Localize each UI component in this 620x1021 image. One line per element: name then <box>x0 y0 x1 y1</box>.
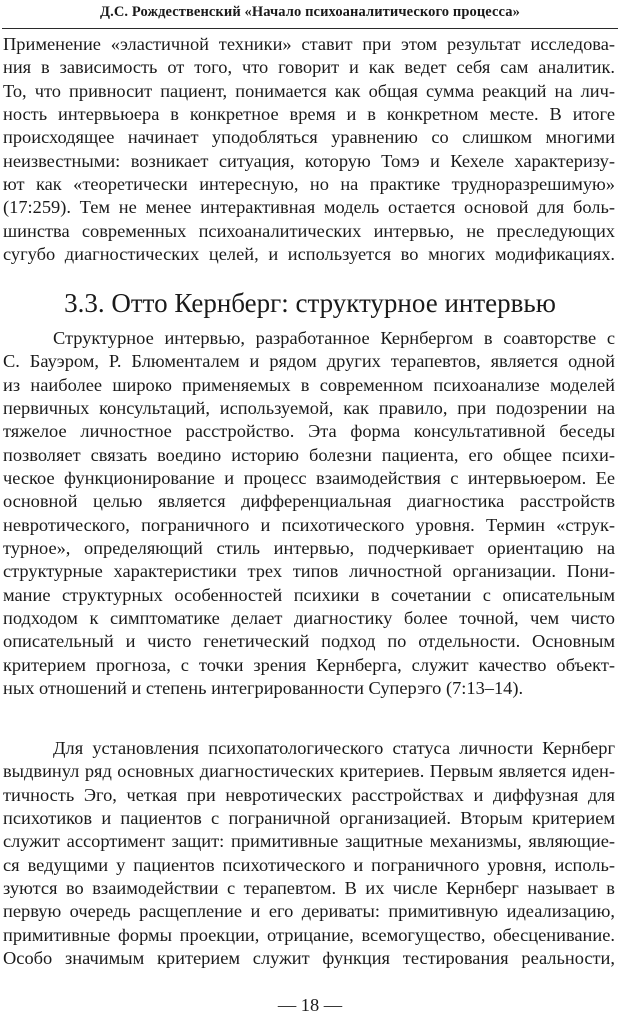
text-line: позволяет связать воедино историю болезни пациента, его общее психи- <box>3 444 615 465</box>
text-line: происходящее начинает уподобляться уравнению со слишком многими <box>3 127 615 148</box>
text-line: (17:259). Тем не менее интерактивная модель остается основой для боль- <box>3 197 615 218</box>
text-line: мание структурных особенностей психики в сочетании с описательным <box>3 584 615 605</box>
text-line: ют как «теоретически интересную, но на практике трудноразрешимую» <box>3 174 615 195</box>
text-line: ных отношений и степень интегрированности Суперэго (7:13–14). <box>3 678 524 699</box>
text-line: примитивные формы проекции, отрицание, всемогущество, обесценивание. <box>3 924 615 945</box>
text-line: Применение «эластичной техники» ставит при этом результат исследова- <box>3 34 615 54</box>
text-line: ся ведущими у пациентов психотического и пограничного уровня, исполь- <box>3 854 615 875</box>
text-line: подходом к симптоматике делает диагностику более точной, чем чисто <box>3 608 615 629</box>
text-line: неизвестными: возникает ситуация, которую Томэ и Кехеле характеризу- <box>3 150 615 171</box>
text-line: структурные характеристики трех типов личностной организации. Пони- <box>3 561 615 582</box>
text-line: тичность Эго, четкая при невротических расстройствах и диффузная для <box>3 784 615 805</box>
text-line: критерием прогноза, с точки зрения Кернберга, служит качество объект- <box>3 654 615 675</box>
text-line: психотиков и пациентов с пограничной организацией. Вторым критерием <box>3 808 615 829</box>
text-line: невротического, пограничного и психотического уровня. Термин «струк- <box>3 514 615 535</box>
text-line: ность интервьюера в конкретное время и в конкретном месте. В итоге <box>3 104 615 125</box>
header-rule <box>2 28 618 29</box>
text-line: шинства современных психоаналитических интервью, не преследующих <box>3 220 615 241</box>
running-head: Д.С. Рождественский «Начало психоаналитического процесса» <box>100 4 520 20</box>
paragraph-2 <box>3 327 615 701</box>
section-heading: 3.3. Отто Кернберг: структурное интервью <box>64 288 556 318</box>
text-line: сугубо диагностических целей, и используется во многих модификациях. <box>3 244 615 265</box>
text-line: описательный и чисто генетический подход по отдельности. Основным <box>3 631 615 652</box>
text-line: Структурное интервью, разработанное Кернбергом в соавторстве с <box>53 328 615 348</box>
paragraph-3 <box>3 737 615 970</box>
text-line: зуются во взаимодействии с терапевтом. В их числе Кернберг называет в <box>3 878 615 899</box>
text-line: из наиболее широко применяемых в современном психоанализе моделей <box>3 374 615 395</box>
text-line: ческое функционирование и процесс взаимодействия с интервьюером. Ее <box>3 468 615 489</box>
page-number: — 18 — <box>277 995 343 1015</box>
text-line: служит ассортимент защит: примитивные защитные механизмы, являющие- <box>3 831 615 852</box>
text-line: первичных консультаций, используемой, как правило, при подозрении на <box>3 398 615 419</box>
text-line: основной целью является дифференциальная диагностика расстройств <box>3 491 615 512</box>
paragraph-1 <box>3 33 615 266</box>
text-line: первую очередь расщепление и его дериваты: примитивную идеализацию, <box>3 901 615 922</box>
text-line: выдвинул ряд основных диагностических критериев. Первым является иден- <box>3 761 615 782</box>
text-line: ния в зависимость от того, что говорит и как ведет себя сам аналитик. <box>3 57 615 78</box>
text-line: Для установления психопатологического статуса личности Кернберг <box>53 738 615 758</box>
text-line: Особо значимым критерием служит функция тестирования реальности, <box>3 948 615 969</box>
text-line: турное», определяющий стиль интервью, подчеркивает ориентацию на <box>3 538 615 559</box>
text-line: То, что привносит пациент, понимается как общая сумма реакций на лич- <box>3 80 615 101</box>
text-line: С. Бауэром, Р. Блюменталем и рядом других терапевтов, является одной <box>3 351 615 372</box>
text-line: тяжелое личностное расстройство. Эта форма консультативной беседы <box>3 421 615 442</box>
